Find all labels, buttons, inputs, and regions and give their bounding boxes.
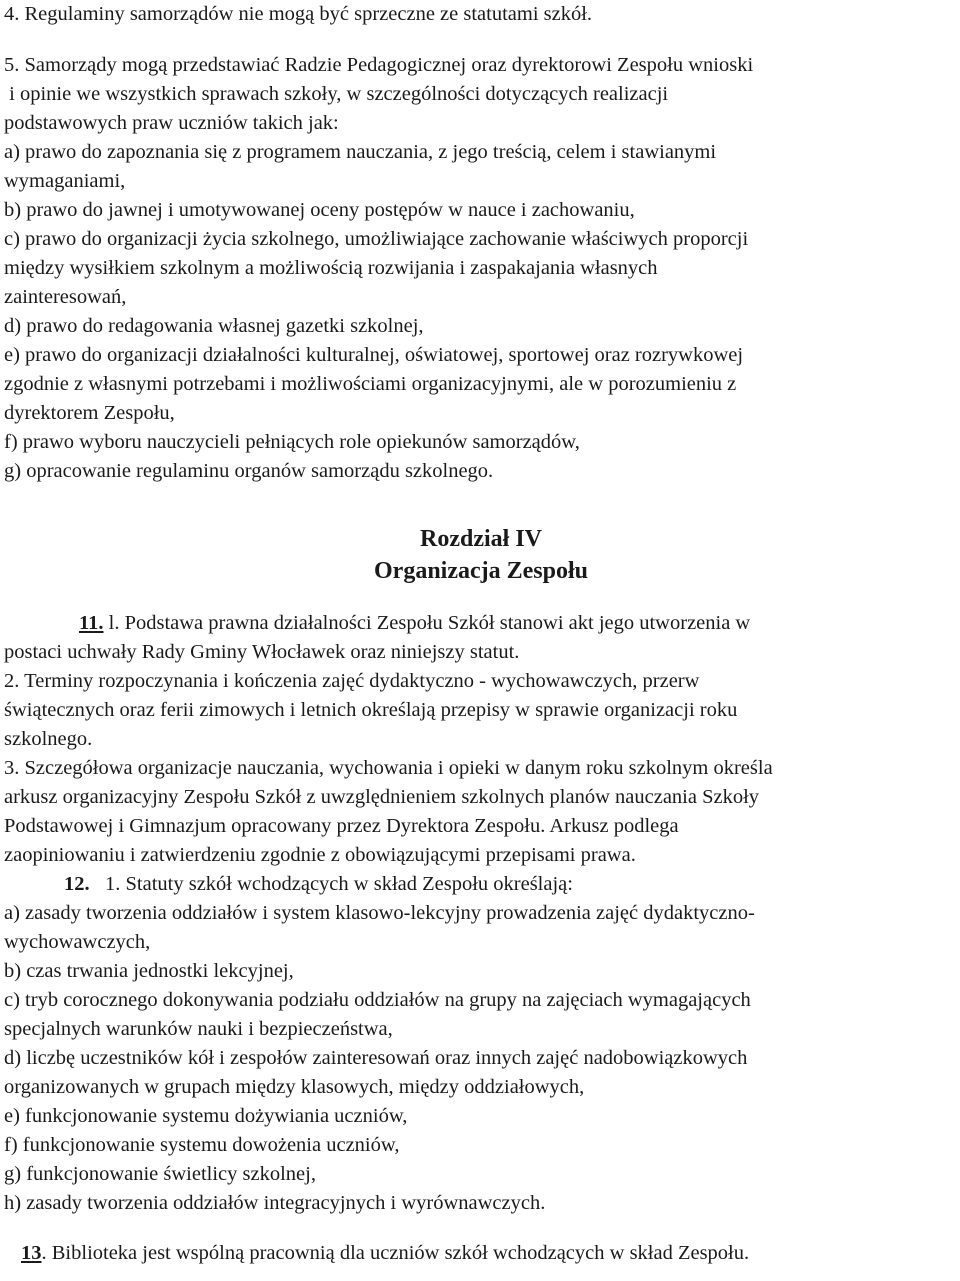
list-item <box>4 312 958 341</box>
text-line: specjalnych warunków nauki i bezpieczeństwa, <box>4 1018 393 1040</box>
text-run: Podstawa prawna działalności Zespołu Szkół stanowi akt jego utworzenia w <box>119 612 751 634</box>
subsection-number: l. <box>103 612 120 634</box>
text-line: zainteresowań, <box>4 286 127 308</box>
text-line: g) funkcjonowanie świetlicy szkolnej, <box>4 1163 316 1185</box>
text-line: f) funkcjonowanie systemu dowożenia uczniów, <box>4 1134 400 1156</box>
text-line: i opinie we wszystkich sprawach szkoły, w szczególności dotyczących realizacji <box>4 83 669 105</box>
list-item <box>4 341 958 428</box>
text-line <box>4 1239 958 1268</box>
text-line: zaopiniowaniu i zatwierdzeniu zgodnie z obowiązującymi przepisami prawa. <box>4 844 636 866</box>
spacer <box>4 587 958 609</box>
document-page <box>4 0 958 1268</box>
text-line: 4. Regulaminy samorządów nie mogą być sprzeczne ze statutami szkół. <box>4 3 593 25</box>
list-item <box>4 196 958 225</box>
text-line: postaci uchwały Rady Gminy Włocławek oraz niniejszy statut. <box>4 641 520 663</box>
chapter-title: Rozdział IV <box>420 526 542 552</box>
list-item <box>4 428 958 457</box>
list-item <box>4 986 958 1044</box>
section-number: 11. <box>79 612 104 634</box>
text-line: d) prawo do redagowania własnej gazetki szkolnej, <box>4 315 424 337</box>
section-11 <box>4 609 958 667</box>
text-line: 2. Terminy rozpoczynania i kończenia zajęć dydaktyczno - wychowawczych, przerw <box>4 670 700 692</box>
text-line: b) prawo do jawnej i umotywowanej oceny postępów w nauce i zachowaniu, <box>4 199 635 221</box>
rights-list <box>4 138 958 486</box>
list-item <box>4 1044 958 1102</box>
text-line: Podstawowej i Gimnazjum opracowany przez Dyrektora Zespołu. Arkusz podlega <box>4 815 679 837</box>
list-item <box>4 457 958 486</box>
text-line: 3. Szczegółowa organizacje nauczania, wychowania i opieki w danym roku szkolnym określa <box>4 757 773 779</box>
section-11-p2 <box>4 667 958 754</box>
text-line: zgodnie z własnymi potrzebami i możliwościami organizacyjnymi, ale w porozumieniu z <box>4 373 737 395</box>
text-line: wymaganiami, <box>4 170 126 192</box>
list-item <box>4 1160 958 1189</box>
paragraph-4 <box>4 0 958 29</box>
text-line: między wysiłkiem szkolnym a możliwością rozwijania i zaspakajania własnych <box>4 257 658 279</box>
statute-list <box>4 899 958 1218</box>
list-item <box>4 899 958 957</box>
text-line: organizowanych w grupach między klasowych, między oddziałowych, <box>4 1076 585 1098</box>
list-item <box>4 1189 958 1218</box>
text-line: d) liczbę uczestników kół i zespołów zainteresowań oraz innych zajęć nadobowiązkowych <box>4 1047 748 1069</box>
text-line: świątecznych oraz ferii zimowych i letnich określają przepisy w sprawie organizacji roku <box>4 699 738 721</box>
text-line <box>4 609 958 638</box>
text-line <box>4 870 958 899</box>
text-run: 1. Statuty szkół wchodzących w skład Zespołu określają: <box>89 873 573 895</box>
text-line: c) prawo do organizacji życia szkolnego, umożliwiające zachowanie właściwych proporcji <box>4 228 749 250</box>
section-number: 13 <box>21 1242 42 1264</box>
chapter-subtitle: Organizacja Zespołu <box>374 558 588 584</box>
text-line: e) prawo do organizacji działalności kulturalnej, oświatowej, sportowej oraz rozrywkowej <box>4 344 744 366</box>
paragraph-5 <box>4 51 958 138</box>
text-line: a) prawo do zapoznania się z programem nauczania, z jego treścią, celem i stawianymi <box>4 141 717 163</box>
text-line: h) zasady tworzenia oddziałów integracyjnych i wyrównawczych. <box>4 1192 546 1214</box>
spacer <box>4 29 958 51</box>
section-number: 12. <box>64 873 90 895</box>
text-line: b) czas trwania jednostki lekcyjnej, <box>4 960 294 982</box>
text-line: a) zasady tworzenia oddziałów i system klasowo-lekcyjny prowadzenia zajęć dydaktyczno- <box>4 902 755 924</box>
spacer <box>4 486 958 523</box>
text-run: . Biblioteka jest wspólną pracownią dla uczniów szkół wchodzących w skład Zespołu. <box>41 1242 750 1264</box>
text-line: c) tryb corocznego dokonywania podziału oddziałów na grupy na zajęciach wymagających <box>4 989 751 1011</box>
list-item <box>4 957 958 986</box>
text-line: wychowawczych, <box>4 931 151 953</box>
text-line: e) funkcjonowanie systemu dożywiania uczniów, <box>4 1105 408 1127</box>
text-line: g) opracowanie regulaminu organów samorządu szkolnego. <box>4 460 494 482</box>
text-line: f) prawo wyboru nauczycieli pełniących role opiekunów samorządów, <box>4 431 580 453</box>
text-line: szkolnego. <box>4 728 93 750</box>
section-13 <box>4 1239 958 1268</box>
spacer <box>4 1218 958 1239</box>
text-line: arkusz organizacyjny Zespołu Szkół z uwzględnieniem szkolnych planów nauczania Szkoły <box>4 786 760 808</box>
text-line: 5. Samorządy mogą przedstawiać Radzie Pedagogicznej oraz dyrektorowi Zespołu wnioski <box>4 54 754 76</box>
list-item <box>4 138 958 196</box>
list-item <box>4 1102 958 1131</box>
list-item <box>4 1131 958 1160</box>
section-12 <box>4 870 958 899</box>
section-11-p3 <box>4 754 958 870</box>
text-line: podstawowych praw uczniów takich jak: <box>4 112 339 134</box>
text-line: dyrektorem Zespołu, <box>4 402 175 424</box>
list-item <box>4 225 958 312</box>
